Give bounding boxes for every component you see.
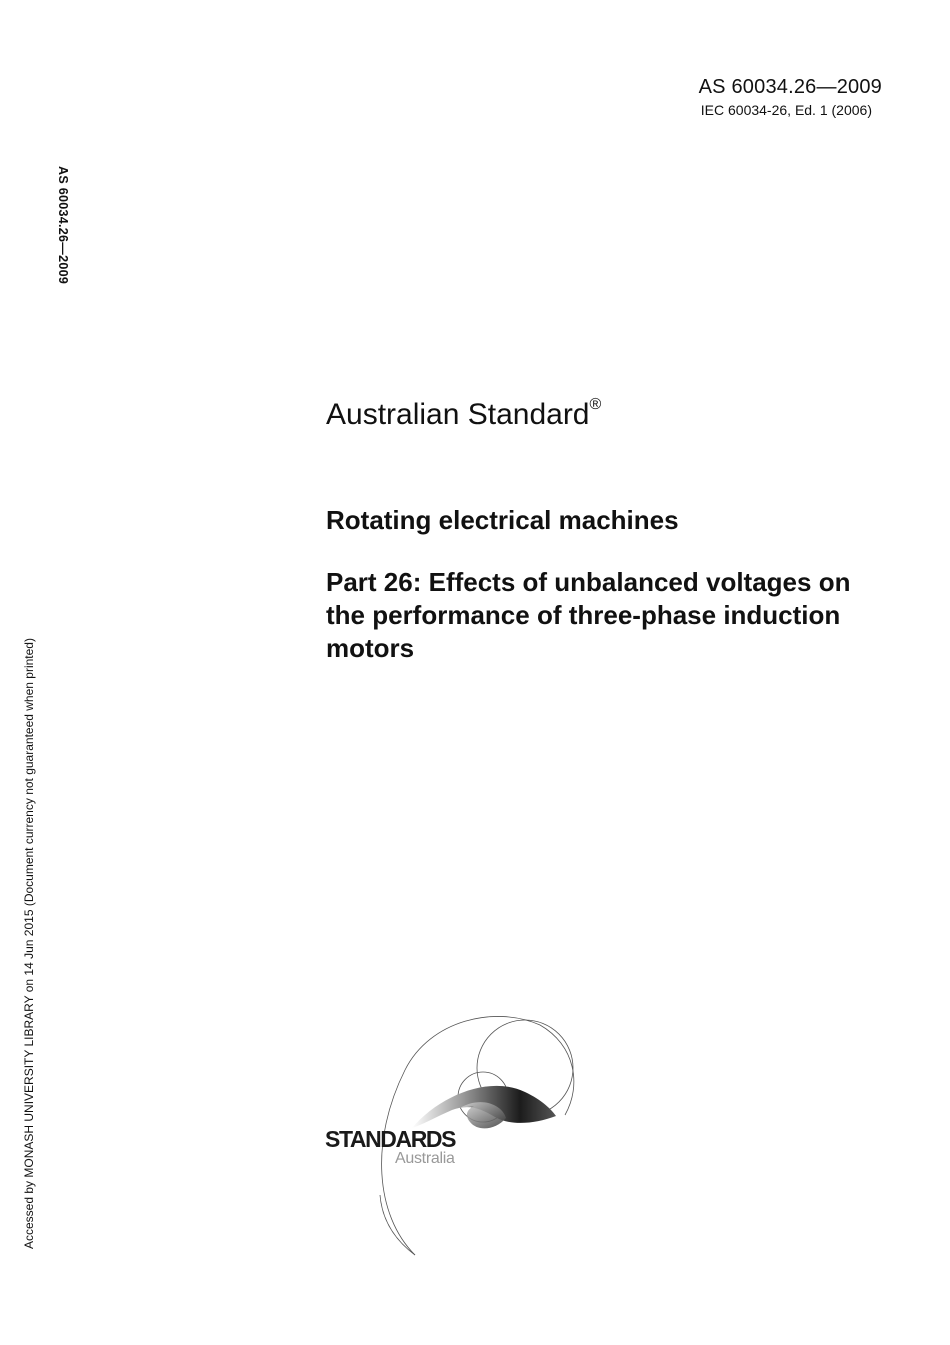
part-title: Part 26: Effects of unbalanced voltages on the performance of three-phase induction motors xyxy=(326,567,851,663)
access-watermark xyxy=(22,598,36,1258)
spine-label xyxy=(56,166,70,326)
logo-wordmark: STANDARDS xyxy=(325,1126,456,1152)
standard-designation: AS 60034.26—2009 xyxy=(698,76,882,98)
standard-type xyxy=(326,398,601,432)
registered-mark: ® xyxy=(589,396,602,413)
iec-reference: IEC 60034-26, Ed. 1 (2006) xyxy=(700,102,872,118)
logo-subtext: Australia xyxy=(395,1150,455,1167)
access-note-text: Accessed by MONASH UNIVERSITY LIBRARY on 14 Jun 2015 (Document currency not guaranteed when printed) xyxy=(22,638,36,1249)
main-title: Rotating electrical machines xyxy=(326,505,679,535)
standard-type-text: Australian Standard xyxy=(326,398,590,431)
spine-code-text: AS 60034.26—2009 xyxy=(56,166,70,285)
